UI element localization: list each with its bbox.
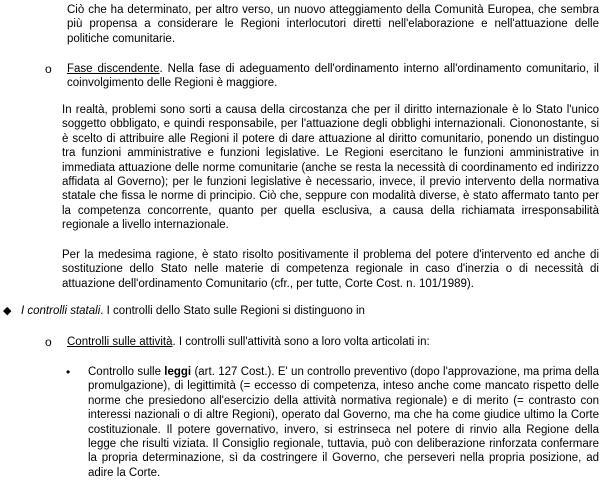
circle-bullet-icon: o — [45, 62, 52, 76]
controlli-statali-text: . I controlli dello Stato sulle Regioni si distinguono in — [100, 305, 365, 317]
fase-discendente-heading: Fase discendente — [67, 63, 160, 75]
intro-text: Ciò che ha determinato, per altro verso, un nuovo atteggiamento della Comunità Europea, che sembra più propensa a considerare le Regioni interlocutori diretti nell'elaborazione e nell'attuazione delle politiche comunitarie. — [67, 4, 599, 45]
controlli-statali-paragraph — [21, 304, 601, 318]
diamond-bullet-icon: ◆ — [3, 305, 12, 317]
medesima-paragraph — [62, 248, 599, 291]
medesima-text: Per la medesima ragione, è stato risolto positivamente il problema del potere d'intervento ed anche di sostituzione dello Stato nelle materie di competenza regionale in caso d'inerzia o di necessità di attuazione dell'ordinamento Comunitario (cfr., per tutte, Corte Cost. n. 101/1989). — [62, 249, 599, 290]
controllo-leggi-paragraph — [88, 365, 599, 480]
controlli-attivita-heading: Controlli sulle attività — [67, 336, 173, 348]
controlli-attivita-text: . I controlli sull'attività sono a loro volta articolati in: — [172, 336, 430, 348]
controlli-attivita-paragraph — [67, 335, 599, 349]
realta-text: In realtà, problemi sono sorti a causa della circostanza che per il diritto internazionale è lo Stato l'unico soggetto obbligato, e quindi responsabile, per l'attuazione degli obblighi internazionali. Ciononostante, si è scelto di attribuire alle Regioni il potere di dare attuazione al diritto comunitario, ponendo un distinguo tra funzioni amministrative e funzioni legislative. Le Regioni esercitano le funzioni amministrative in immediata attuazione delle norme comunitarie (anche se resta la necessità di coordinamento ed indirizzo affidata al Governo); per le funzioni legislative è necessario, invece, il previo intervento della normativa statale che fissa le norme di principio. Ciò che, seppure con modalità diverse, è stato affermato tanto per la competenza concorrente, quanto per quella esclusiva, a causa della richiamata irresponsabilità regionale a livello internazionale. — [62, 104, 599, 232]
fase-discendente-paragraph — [67, 62, 599, 91]
fase-discendente-text: . Nella fase di adeguamento dell'ordinamento interno all'ordinamento comunitario, il coinvolgimento delle Regioni è maggiore. — [67, 63, 599, 90]
controlli-statali-heading: I controlli statali — [21, 305, 101, 317]
realta-paragraph — [62, 103, 599, 233]
controllo-leggi-text: (art. 127 Cost.). E' un controllo preventivo (dopo l'approvazione, ma prima della promulgazione), di legittimità (= eccesso di competenza, inteso anche come mancato rispetto delle norme che presiedono all'esercizio della attività normativa regionale) e di merito (= contrasto con interessi nazionali o di altre Regioni), operato dal Governo, ma che ha come giudice ultimo la Corte costituzionale. Il potere governativo, invero, si estrinseca nel potere di rinvio alla Regione della legge che risulti viziata. Il Consiglio regionale, tuttavia, può con deliberazione rinforzata confermare la propria determinazione, sì da costringere il Governo, che perseveri nella propria posizione, ad adire la Corte. — [88, 366, 599, 479]
dot-bullet-icon: • — [66, 365, 71, 379]
intro-paragraph — [67, 3, 599, 46]
controllo-leggi-bold: leggi — [164, 366, 192, 378]
controllo-leggi-prefix: Controllo sulle — [88, 366, 165, 378]
circle-bullet-icon: o — [45, 335, 52, 349]
